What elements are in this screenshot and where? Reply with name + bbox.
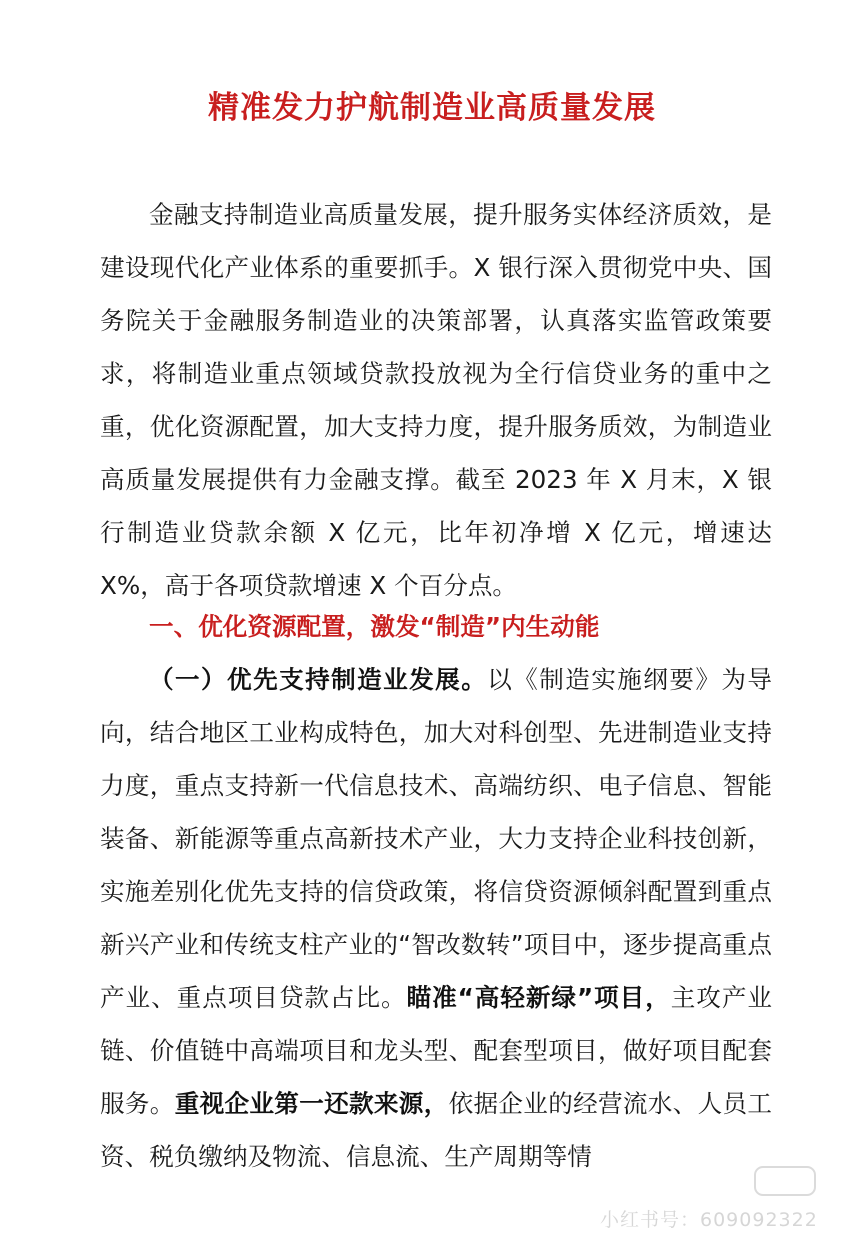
paragraph-bold-phrase-2: 瞄准“高轻新绿”项目， (406, 983, 671, 1012)
section-1-paragraph-1 (100, 653, 772, 1183)
paragraph-lead-bold: （一）优先支持制造业发展。 (149, 665, 488, 694)
section-heading-1: 一、优化资源配置，激发“制造”内生动能 (149, 612, 600, 641)
intro-paragraph: 金融支持制造业高质量发展，提升服务实体经济质效，是建设现代化产业体系的重要抓手。X 银行深入贯彻党中央、国务院关于金融服务制造业的决策部署，认真落实监管政策要求，将制造业重点领域贷款投放视为全行信贷业务的重中之重，优化资源配置，加大支持力度，提升服务质效，为制造业高质量发展提供有力金融支撑。截至 2023 年 X 月末，X 银行制造业贷款余额 X 亿元，比年初净增 X 亿元，增速达 X%，高于各项贷款增速 X 个百分点。 (100, 200, 772, 600)
paragraph-text-part-1: 以《制造实施纲要》为导向，结合地区工业构成特色，加大对科创型、先进制造业支持力度，重点支持新一代信息技术、高端纺织、电子信息、智能装备、新能源等重点高新技术产业，大力支持企业科技创新，实施差别化优先支持的信贷政策，将信贷资源倾斜配置到重点新兴产业和传统支柱产业的“智改数转”项目中，逐步提高重点产业、重点项目贷款占比。 (100, 665, 772, 1012)
account-id-watermark: 小红书号：609092322 (600, 1209, 818, 1231)
paragraph-text-part-2: 主攻产业链、价值链中高端项目和龙头型、配套型项目，做好项目配套服务。 (100, 983, 772, 1118)
paragraph-bold-phrase-3: 重视企业第一还款来源， (174, 1089, 449, 1118)
paragraph-text-part-3: 依据企业的经营流水、人员工资、税负缴纳及物流、信息流、生产周期等情 (100, 1089, 772, 1171)
xiaohongshu-logo-watermark (754, 1166, 816, 1196)
document-title: 精准发力护航制造业高质量发展 (208, 90, 656, 126)
